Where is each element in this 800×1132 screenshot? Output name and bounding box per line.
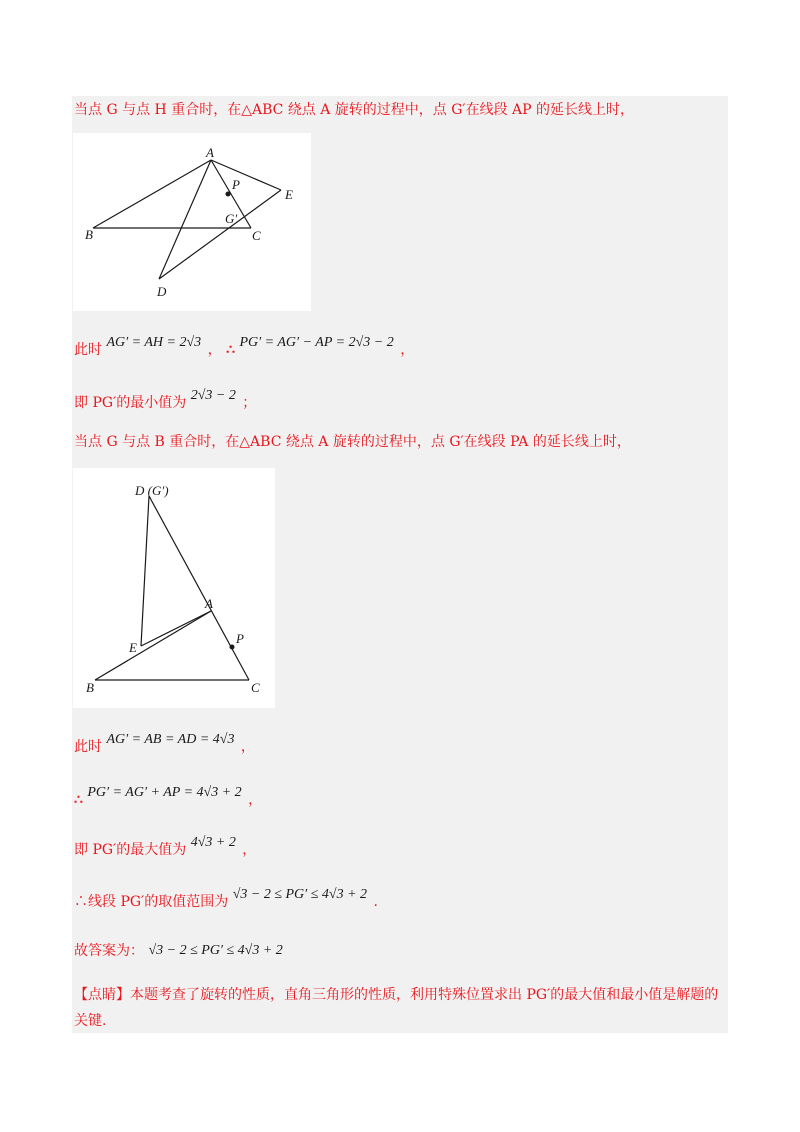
line3-prefix: 即 PG′的最小值为: [74, 395, 187, 411]
text-line-2: [74, 335, 415, 361]
fig1-label-g: G′: [225, 211, 238, 226]
line3-end: ；: [242, 395, 257, 411]
fig1-label-a: A: [206, 145, 214, 160]
fig2-label-e: E: [129, 640, 137, 655]
line2-sep: ，: [207, 342, 222, 358]
line6-eq: PG′ = AG′ + AP = 4√3 + 2: [87, 785, 242, 800]
line2-therefore: ∴: [226, 342, 235, 358]
line5-prefix: 此时: [74, 739, 102, 755]
text-line-4: 当点 G 与点 B 重合时，在△ABC 绕点 A 旋转的过程中，点 G′在线段 PA 的延长线上时，: [74, 434, 631, 450]
line5-end: ，: [240, 739, 255, 755]
text-line-8: [74, 887, 378, 913]
text-line-1: 当点 G 与点 H 重合时，在△ABC 绕点 A 旋转的过程中，点 G′在线段 AP 的延长线上时，: [74, 102, 635, 118]
line9-eq: √3 − 2 ≤ PG′ ≤ 4√3 + 2: [148, 943, 283, 958]
text-line-9: [74, 941, 285, 962]
text-line-5: [74, 732, 255, 758]
line2-prefix: 此时: [74, 342, 102, 358]
line9-prefix: 故答案为：: [74, 943, 144, 959]
fig1-label-c: C: [252, 228, 261, 243]
fig2-label-p: P: [236, 631, 244, 646]
fig2-label-a: A: [205, 596, 213, 611]
line6-therefore: ∴: [74, 792, 83, 808]
text-line-7: [74, 835, 257, 861]
fig2-label-c: C: [251, 680, 260, 695]
fig1-label-p: P: [232, 177, 240, 192]
figure-2-diagram: [73, 468, 275, 708]
line7-eq: 4√3 + 2: [190, 835, 236, 850]
text-line-10: 【点睛】本题考查了旋转的性质，直角三角形的性质，利用特殊位置求出 PG′的最大值和最小值是解题的: [74, 987, 719, 1003]
figure-2: [73, 468, 275, 708]
line8-prefix: ∴线段 PG′的取值范围为: [74, 894, 229, 910]
line8-eq: √3 − 2 ≤ PG′ ≤ 4√3 + 2: [232, 887, 368, 902]
line2-end: ，: [400, 342, 415, 358]
text-line-6: [74, 785, 263, 811]
line6-end: ，: [248, 792, 263, 808]
line7-prefix: 即 PG′的最大值为: [74, 842, 187, 858]
line2-eq2: PG′ = AG′ − AP = 2√3 − 2: [239, 335, 394, 350]
line8-end: .: [373, 894, 378, 910]
fig1-label-b: B: [85, 227, 93, 242]
line7-end: ，: [242, 842, 257, 858]
fig1-label-d: D: [157, 284, 167, 299]
fig2-label-b: B: [86, 680, 94, 695]
fig1-label-e: E: [285, 187, 293, 202]
text-line-3: [74, 388, 257, 414]
line2-eq1: AG′ = AH = 2√3: [106, 335, 202, 350]
line5-eq: AG′ = AB = AD = 4√3: [106, 732, 235, 747]
figure-1: [73, 133, 311, 311]
fig2-label-d: D (G′): [135, 483, 169, 498]
figure-1-diagram: [73, 133, 311, 311]
line3-eq: 2√3 − 2: [190, 388, 236, 403]
text-line-11: 关键.: [74, 1013, 107, 1029]
